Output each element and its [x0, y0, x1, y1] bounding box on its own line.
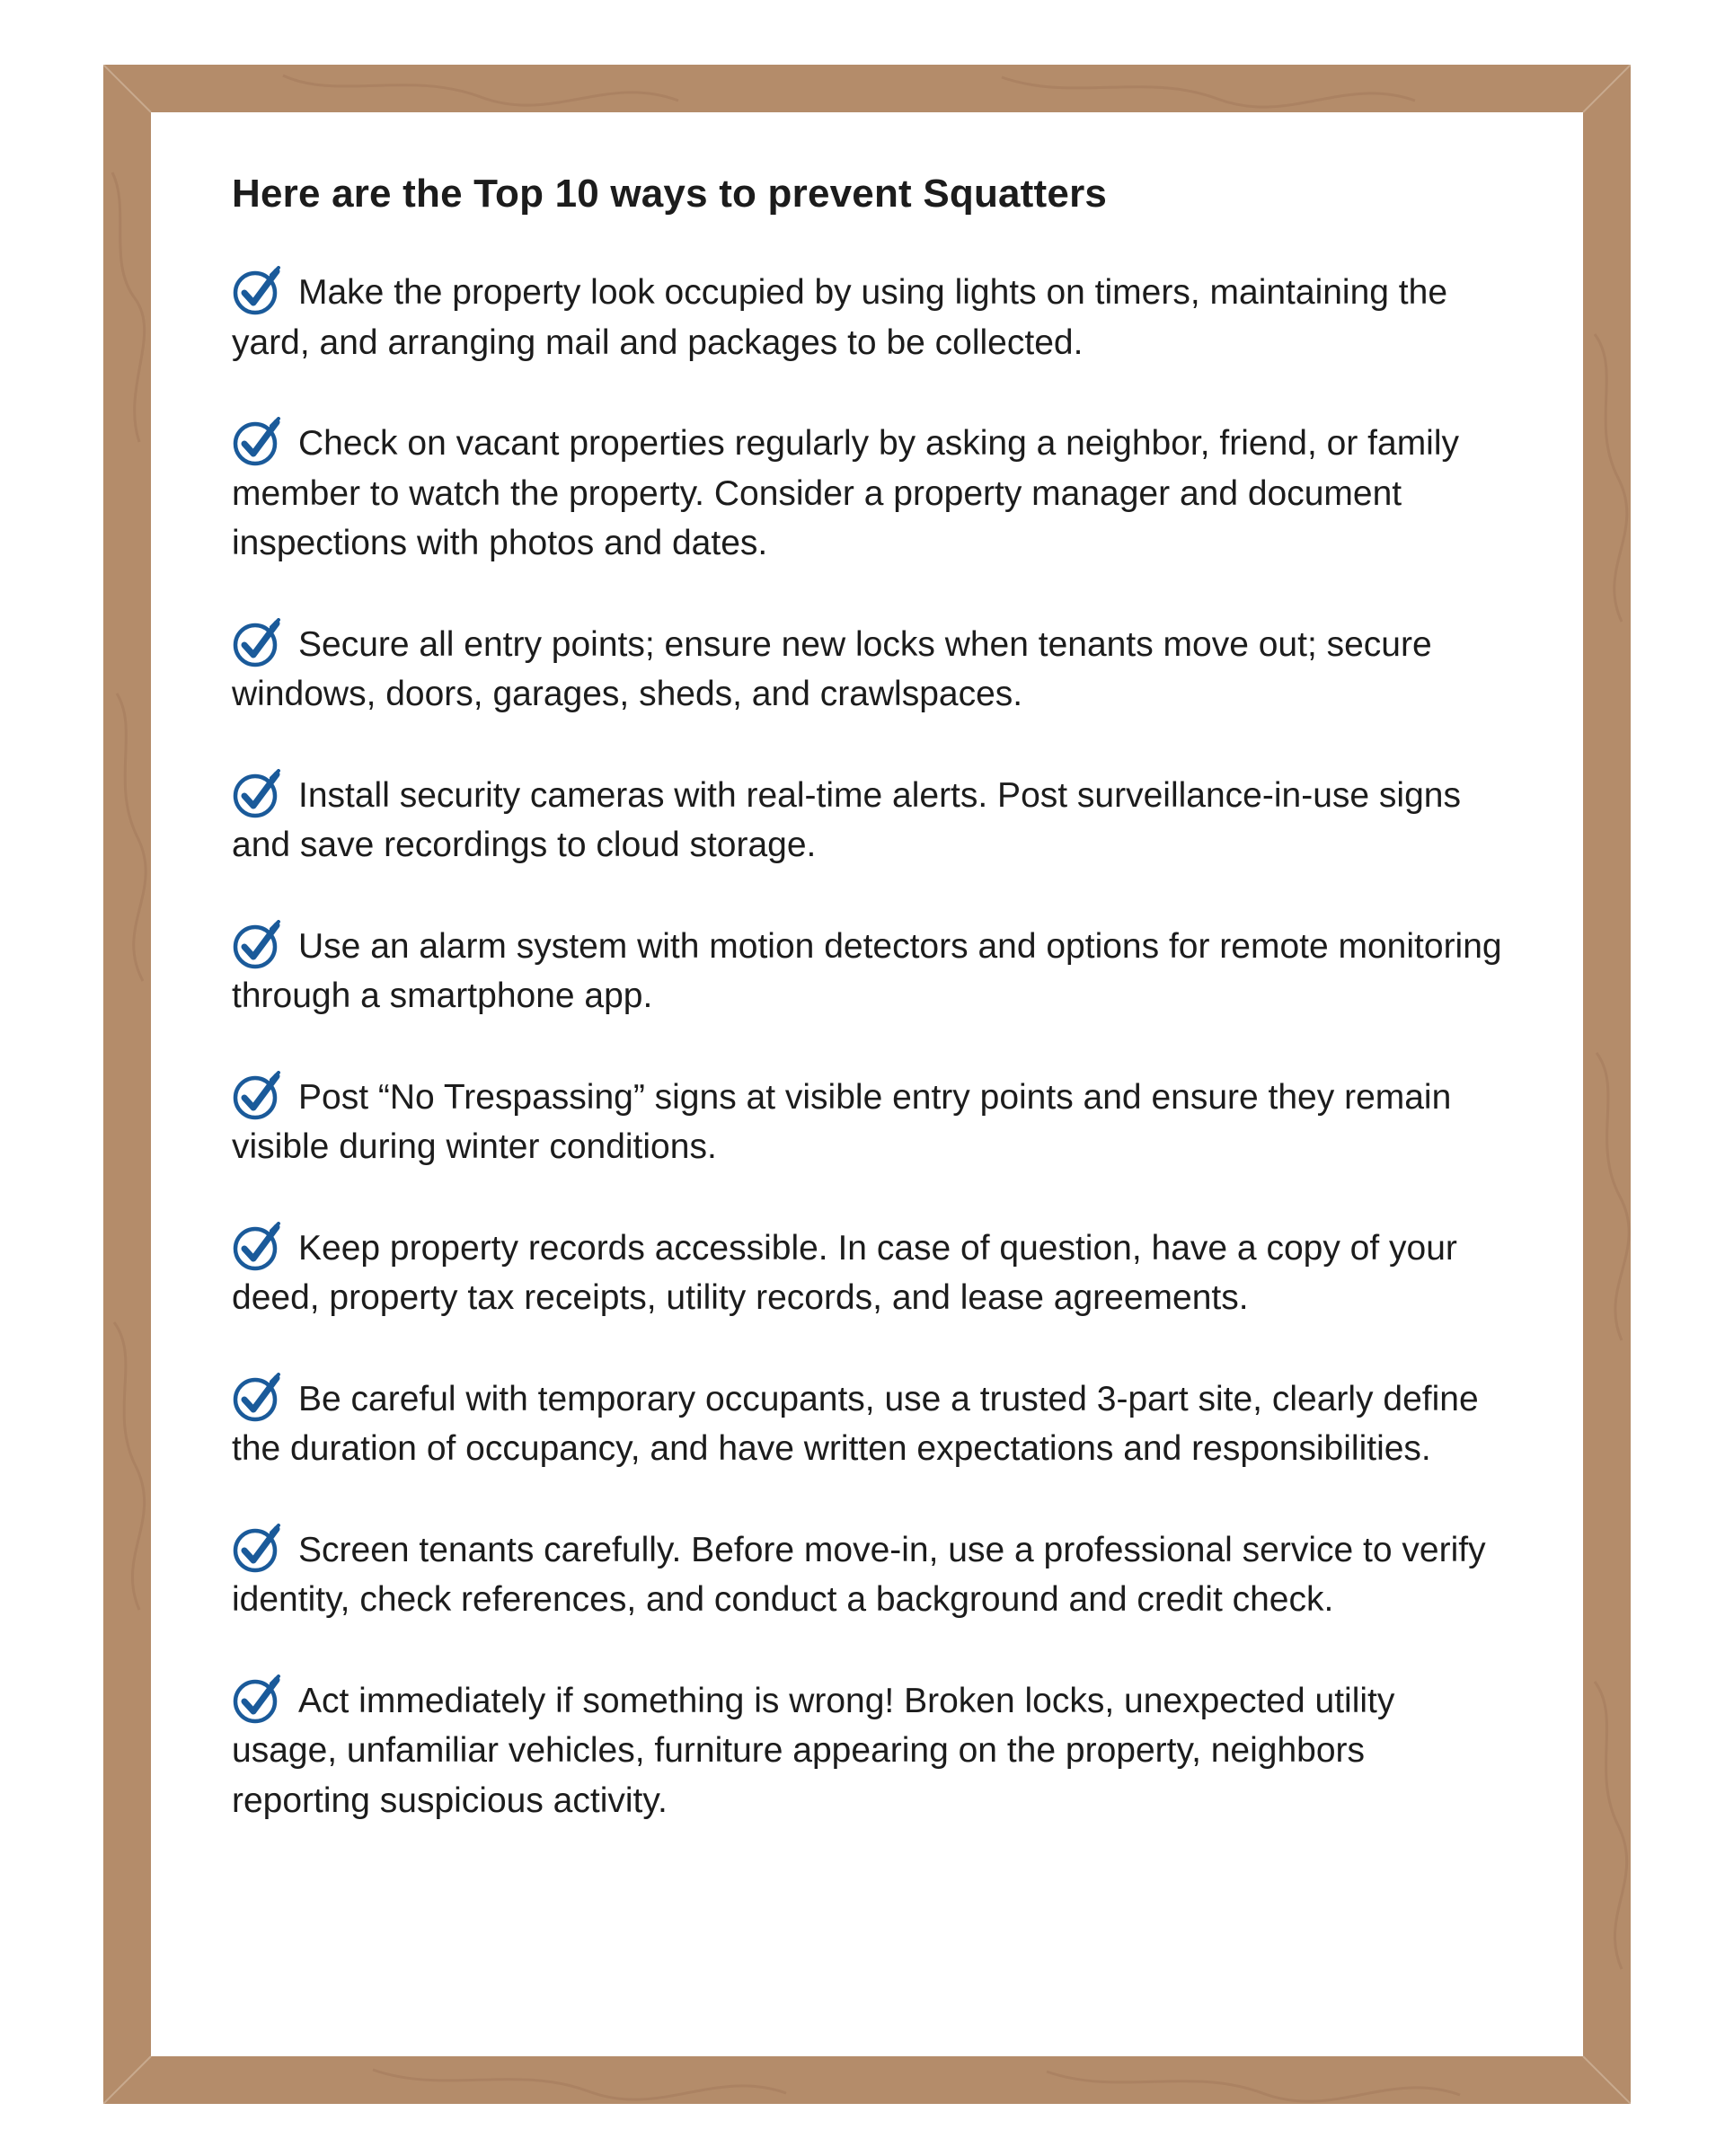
- check-circle-icon: [232, 1524, 282, 1574]
- check-circle-icon: [232, 1222, 282, 1272]
- tip-item: [232, 417, 1508, 569]
- tip-item: [232, 1071, 1508, 1172]
- tip-text: Use an alarm system with motion detectors and options for remote monitoring through a smartphone app.: [232, 926, 1502, 1015]
- tip-item: [232, 266, 1508, 367]
- tip-text: Be careful with temporary occupants, use a trusted 3-part site, clearly define the duration of occupancy, and have written expectations and responsibilities.: [232, 1379, 1479, 1468]
- check-circle-icon: [232, 618, 282, 668]
- tip-text: Keep property records accessible. In case of question, have a copy of your deed, property tax receipts, utility records, and lease agreements.: [232, 1228, 1457, 1317]
- tip-item: [232, 1674, 1508, 1826]
- tip-item: [232, 769, 1508, 870]
- tip-item: [232, 1373, 1508, 1474]
- tip-item: [232, 1222, 1508, 1323]
- check-circle-icon: [232, 1071, 282, 1121]
- check-circle-icon: [232, 1373, 282, 1423]
- tips-content: [232, 169, 1508, 1825]
- tip-text: Make the property look occupied by using lights on timers, maintaining the yard, and arranging mail and packages to be collected.: [232, 273, 1448, 362]
- tip-text: Install security cameras with real-time alerts. Post surveillance-in-use signs and save recordings to cloud storage.: [232, 775, 1461, 864]
- tip-text: Post “No Trespassing” signs at visible entry points and ensure they remain visible during winter conditions.: [232, 1077, 1452, 1166]
- tip-text: Secure all entry points; ensure new locks when tenants move out; secure windows, doors, garages, sheds, and crawlspaces.: [232, 624, 1432, 713]
- tips-list: [232, 266, 1508, 1825]
- tip-text: Screen tenants carefully. Before move-in, use a professional service to verify identity, check references, and conduct a background and credit check.: [232, 1530, 1486, 1619]
- check-circle-icon: [232, 1674, 282, 1725]
- tip-text: Check on vacant properties regularly by asking a neighbor, friend, or family member to watch the property. Consider a property manager and document inspections with photos and dates.: [232, 424, 1460, 562]
- tip-item: [232, 1524, 1508, 1625]
- tip-text: Act immediately if something is wrong! Broken locks, unexpected utility usage, unfamiliar vehicles, furniture appearing on the property, neighbors reporting suspicious activity.: [232, 1681, 1395, 1820]
- tip-item: [232, 920, 1508, 1021]
- tip-item: [232, 618, 1508, 720]
- check-circle-icon: [232, 920, 282, 970]
- check-circle-icon: [232, 417, 282, 467]
- check-circle-icon: [232, 266, 282, 316]
- page-title: Here are the Top 10 ways to prevent Squatters: [232, 172, 1108, 216]
- check-circle-icon: [232, 769, 282, 819]
